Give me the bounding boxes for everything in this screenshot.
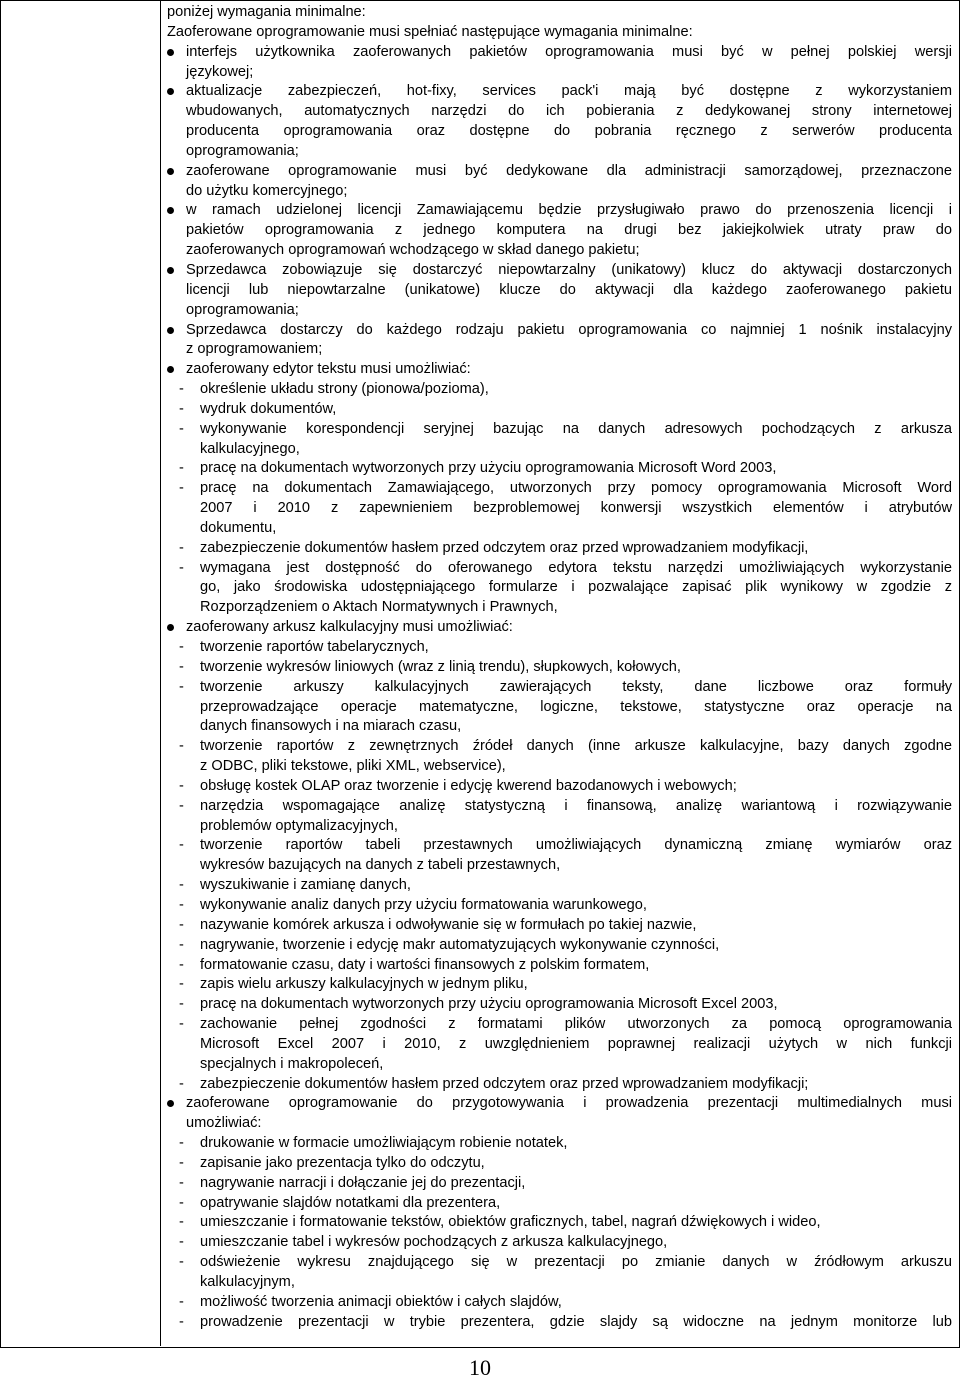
dash-item: - wyszukiwanie i zamianę danych, bbox=[167, 876, 952, 896]
bullet-item-continuation: licencji lub niepowtarzalne (unikatowe) klucze do aktywacji dla każdego zaoferowanego pakietu bbox=[186, 281, 952, 298]
dash-item: - tworzenie raportów tabeli przestawnych umożliwiających dynamiczną zmianę wymiarów oraz bbox=[167, 836, 952, 856]
dash-item: - nagrywanie narracji i dołączanie jej do prezentacji, bbox=[167, 1174, 952, 1194]
dash-item: - odświeżenie wykresu znajdującego się w prezentacji po zmianie danych w źródłowym arkuszu bbox=[167, 1253, 952, 1273]
bullet-item-continuation: zaoferowanych oprogramowań wchodzącego w skład danego pakietu; bbox=[186, 242, 640, 259]
dash-item: - prowadzenie prezentacji w trybie prezentera, gdzie slajdy są widoczne na jednym monitorze lub bbox=[167, 1313, 952, 1333]
dash-item-continuation: kalkulacyjnym, bbox=[200, 1274, 295, 1290]
dash-item: - pracę na dokumentach Zamawiającego, utworzonych przy pomocy oprogramowania Microsoft Word bbox=[167, 479, 952, 499]
dash-item: - zachowanie pełnej zgodności z formatami plików utworzonych za pomocą oprogramowania bbox=[167, 1015, 952, 1035]
dash-item: - obsługę kostek OLAP oraz tworzenie i edycję kwerend bazodanowych i webowych; bbox=[167, 777, 952, 797]
bullet-item: aktualizacje zabezpieczeń, hot-fixy, services pack'i mają być dostępne z wykorzystaniem bbox=[167, 82, 952, 102]
dash-item: - wymagana jest dostępność do oferowanego edytora tekstu narzędzi umożliwiających wykorzystanie bbox=[167, 559, 952, 579]
page-number: 10 bbox=[469, 1355, 491, 1380]
bullet-item-continuation: oprogramowania; bbox=[186, 142, 299, 159]
dash-item: - opatrywanie slajdów notatkami dla prezentera, bbox=[167, 1194, 952, 1214]
dash-item: - wydruk dokumentów, bbox=[167, 400, 952, 420]
bullet-item-continuation: umożliwiać: bbox=[186, 1115, 262, 1132]
bullet-item-continuation: pakietów oprogramowania z jednego komputera na drugi bez jakiejkolwiek utraty praw do bbox=[186, 222, 952, 239]
dash-item: - nagrywanie, tworzenie i edycję makr automatyzujących wykonywanie czynności, bbox=[167, 936, 952, 956]
bullet-item-continuation: oprogramowania; bbox=[186, 301, 299, 318]
dash-item-continuation: Microsoft Excel 2007 i 2010, z uwzględnieniem poprawnej realizacji użytych w nich funkcji bbox=[200, 1035, 952, 1052]
bullet-item: Sprzedawca zobowiązuje się dostarczyć niepowtarzalny (unikatowy) klucz do aktywacji dostarczonych bbox=[167, 261, 952, 281]
dash-item: - tworzenie wykresów liniowych (wraz z linią trendu), słupkowych, kołowych, bbox=[167, 658, 952, 678]
dash-item: - tworzenie raportów tabelarycznych, bbox=[167, 638, 952, 658]
dash-item: - narzędzia wspomagające analizę statystyczną i finansową, analizę wariantową i rozwiązywanie bbox=[167, 797, 952, 817]
dash-item: - zapis wielu arkuszy kalkulacyjnych w jednym pliku, bbox=[167, 975, 952, 995]
dash-item: - możliwość tworzenia animacji obiektów i całych slajdów, bbox=[167, 1293, 952, 1313]
dash-item: - umieszczanie i formatowanie tekstów, obiektów graficznych, tabel, nagrań dźwiękowych i wideo, bbox=[167, 1213, 952, 1233]
dash-item: - nazywanie komórek arkusza i odwoływanie się w formułach po takiej nazwie, bbox=[167, 916, 952, 936]
paragraph-line: poniżej wymagania minimalne: bbox=[167, 4, 366, 20]
bullet-item: zaoferowany arkusz kalkulacyjny musi umożliwiać: bbox=[167, 618, 952, 638]
dash-item: - umieszczanie tabel i wykresów pochodzących z arkusza kalkulacyjnego, bbox=[167, 1233, 952, 1253]
dash-item-continuation: dokumentu, bbox=[200, 519, 277, 536]
dash-item-continuation: przeprowadzające operacje matematyczne, logiczne, tekstowe, statystyczne oraz operacje na bbox=[200, 698, 952, 715]
dash-item-continuation: specjalnych i makropoleceń, bbox=[200, 1055, 384, 1072]
dash-item: - drukowanie w formacie umożliwiającym robienie notatek, bbox=[167, 1134, 952, 1154]
bullet-item: interfejs użytkownika zaoferowanych pakietów oprogramowania musi być w pełnej polskiej wersji bbox=[167, 43, 952, 63]
dash-item-continuation: kalkulacyjnego, bbox=[200, 440, 300, 457]
bullet-item-continuation: producenta oprogramowania oraz dostępne do pobrania ręcznego z serwerów producenta bbox=[186, 123, 952, 140]
dash-item: - tworzenie raportów z zewnętrznych źródeł danych (inne arkusze kalkulacyjne, bazy danych zgodne bbox=[167, 737, 952, 757]
bullet-item-continuation: wbudowanych, automatycznych narzędzi do ich pobierania z dedykowanej strony internetowej bbox=[186, 103, 952, 120]
dash-item-continuation: danych finansowych i na miarach czasu, bbox=[200, 718, 462, 735]
dash-item: - pracę na dokumentach wytworzonych przy użyciu oprogramowania Microsoft Excel 2003, bbox=[167, 995, 952, 1015]
bullet-item: Sprzedawca dostarczy do każdego rodzaju pakietu oprogramowania co najmniej 1 nośnik instalacyjny bbox=[167, 321, 952, 341]
requirements-cell bbox=[167, 3, 952, 1333]
dash-item-continuation: 2007 i 2010 z zapewnieniem bezproblemowej konwersji wszystkich elementów i atrybutów bbox=[200, 500, 952, 517]
bullet-item: zaoferowane oprogramowanie musi być dedykowane dla administracji samorządowej, przeznaczone bbox=[167, 162, 952, 182]
paragraph-line: Zaoferowane oprogramowanie musi spełniać następujące wymagania minimalne: bbox=[167, 23, 693, 40]
dash-item: - określenie układu strony (pionowa/pozioma), bbox=[167, 380, 952, 400]
dash-item: - zabezpieczenie dokumentów hasłem przed odczytem oraz przed wprowadzaniem modyfikacji; bbox=[167, 1075, 952, 1095]
bullet-item-continuation: z oprogramowaniem; bbox=[186, 341, 323, 358]
dash-item: - formatowanie czasu, daty i wartości finansowych z polskim formatem, bbox=[167, 956, 952, 976]
table-column-divider bbox=[160, 0, 161, 1346]
dash-item: - wykonywanie analiz danych przy użyciu formatowania warunkowego, bbox=[167, 896, 952, 916]
dash-item: - pracę na dokumentach wytworzonych przy użyciu oprogramowania Microsoft Word 2003, bbox=[167, 459, 952, 479]
dash-item-continuation: problemów optymalizacyjnych, bbox=[200, 817, 398, 834]
dash-item: - zabezpieczenie dokumentów hasłem przed odczytem oraz przed wprowadzaniem modyfikacji, bbox=[167, 539, 952, 559]
bullet-item: zaoferowany edytor tekstu musi umożliwiać: bbox=[167, 360, 952, 380]
dash-item-continuation: wykresów bazujących na danych z tabeli przestawnych, bbox=[200, 857, 561, 874]
dash-item-continuation: Rozporządzeniem o Aktach Normatywnych i Prawnych, bbox=[200, 599, 558, 616]
bullet-item-continuation: do użytku komercyjnego; bbox=[186, 182, 348, 199]
dash-item-continuation: z ODBC, pliki tekstowe, pliki XML, webservice), bbox=[200, 758, 506, 775]
bullet-item: w ramach udzielonej licencji Zamawiającemu będzie przysługiwało prawo do przenoszenia licencji i bbox=[167, 201, 952, 221]
bullet-item-continuation: językowej; bbox=[186, 63, 254, 80]
dash-item: - wykonywanie korespondencji seryjnej bazując na danych adresowych pochodzących z arkusza bbox=[167, 420, 952, 440]
dash-item: - zapisanie jako prezentacja tylko do odczytu, bbox=[167, 1154, 952, 1174]
dash-item: - tworzenie arkuszy kalkulacyjnych zawierających teksty, dane liczbowe oraz formuły bbox=[167, 678, 952, 698]
dash-item-continuation: go, jako środowiska udostępniającego formularze i pozwalające zapisać plik wynikowy w zgodzie z bbox=[200, 579, 952, 596]
bullet-item: zaoferowane oprogramowanie do przygotowywania i prowadzenia prezentacji multimedialnych musi bbox=[167, 1094, 952, 1114]
